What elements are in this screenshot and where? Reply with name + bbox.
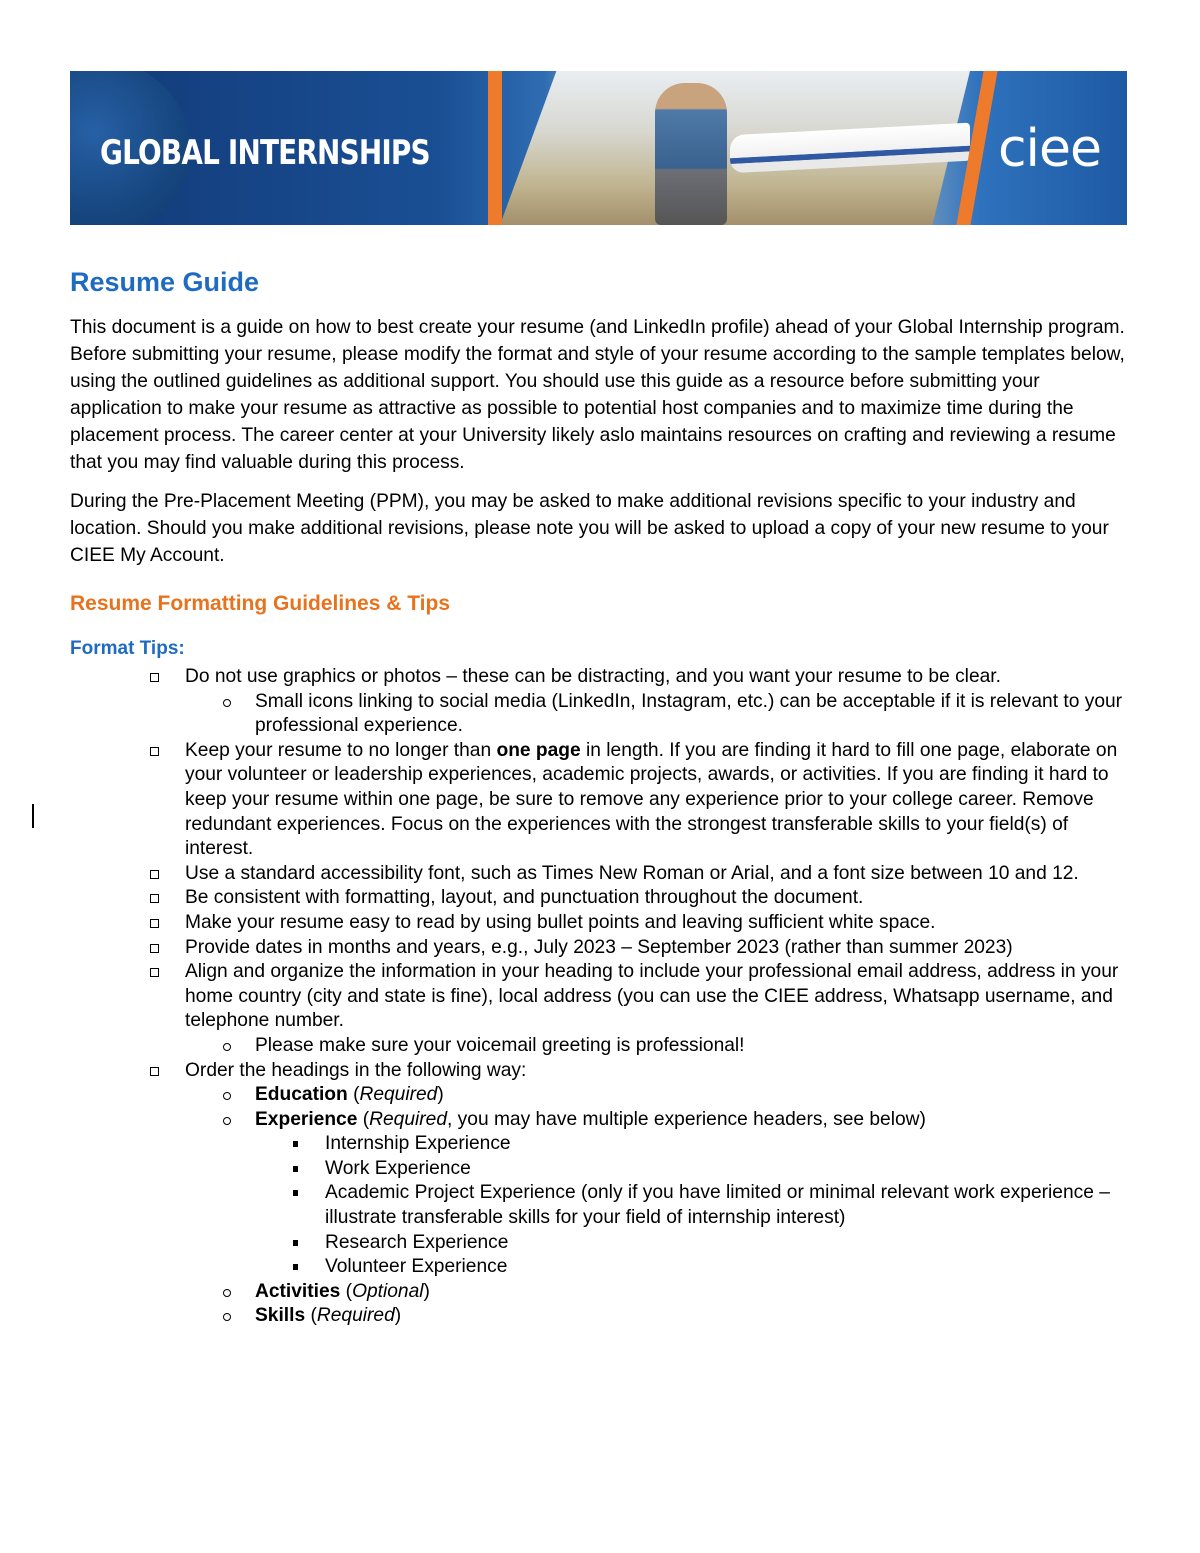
experience-type: Volunteer Experience xyxy=(325,1256,508,1278)
tip-text: Use a standard accessibility font, such as Times New Roman or Arial, and a font size between 10 and 12. xyxy=(185,862,1079,884)
paren: ( xyxy=(305,1305,317,1327)
paren: ( xyxy=(340,1280,353,1302)
square-bullet-icon xyxy=(293,1190,298,1196)
circle-bullet-icon xyxy=(223,1043,231,1051)
circle-bullet-icon xyxy=(223,1289,231,1297)
circle-bullet-icon xyxy=(223,699,231,707)
list-item xyxy=(185,1083,1132,1108)
document-body xyxy=(70,262,1132,1329)
list-item xyxy=(185,1108,1132,1280)
list-item xyxy=(70,739,1132,862)
list-item xyxy=(70,886,1132,911)
circle-bullet-icon xyxy=(223,1117,231,1125)
heading-label: Experience xyxy=(255,1108,358,1130)
intro-paragraph: This document is a guide on how to best create your resume (and LinkedIn profile) ahead of your Global Internship program. Before submitting your resume, please modify the format and style of your resume according to the sample templates below, using the outlined guidelines as additional support. You should use this guide as a resource before submitting your application to make your resume as attractive as possible to potential host companies and to maximize time during the placement process. The career center at your University likely aslo maintains resources on crafting and reviewing a resume that you may find valuable during this process. xyxy=(70,317,1125,473)
traveler-graphic xyxy=(655,83,727,225)
experience-type: Academic Project Experience (only if you have limited or minimal relevant work experience – illustrate transferable skills for your field of internship interest) xyxy=(325,1182,1110,1229)
checkbox-bullet-icon xyxy=(150,919,159,928)
heading-label: Education xyxy=(255,1084,348,1106)
checkbox-bullet-icon xyxy=(150,1067,159,1076)
change-bar xyxy=(32,804,34,828)
list-item xyxy=(185,690,1132,739)
square-bullet-icon xyxy=(293,1166,298,1172)
checkbox-bullet-icon xyxy=(150,894,159,903)
paren: ) xyxy=(437,1084,444,1106)
tip-text: Order the headings in the following way: xyxy=(185,1059,527,1081)
experience-type: Research Experience xyxy=(325,1231,509,1253)
tip-text: in length. If you are finding it hard to fill one page, elaborate on your volunteer or leadership experiences, academic projects, awards, or activities. If you are finding it hard to keep your resume within one page, be sure to remove any experience prior to your college career. Remove redundant experiences. Focus on the experiences with the strongest transferable skills to your field(s) of interest. xyxy=(185,739,1118,860)
list-item xyxy=(70,862,1132,887)
paren: ( xyxy=(357,1108,370,1130)
tip-text: Keep your resume to no longer than xyxy=(185,739,497,761)
heading-label: Activities xyxy=(255,1280,341,1302)
square-bullet-icon xyxy=(293,1141,298,1147)
square-bullet-icon xyxy=(293,1264,298,1270)
checkbox-bullet-icon xyxy=(150,870,159,879)
list-item xyxy=(70,665,1132,739)
list-item xyxy=(255,1157,1132,1182)
list-item xyxy=(70,911,1132,936)
tip-emphasis: one page xyxy=(496,739,581,761)
list-item xyxy=(70,960,1132,1058)
tip-text: Provide dates in months and years, e.g., July 2023 – September 2023 (rather than summer 2023) xyxy=(185,936,1013,958)
tip-subtext: Small icons linking to social media (LinkedIn, Instagram, etc.) can be acceptable if it is relevant to your professional experience. xyxy=(255,690,1123,737)
checkbox-bullet-icon xyxy=(150,968,159,977)
list-item xyxy=(185,1280,1132,1305)
list-item xyxy=(255,1181,1132,1230)
list-item xyxy=(70,1059,1132,1330)
list-item xyxy=(185,1304,1132,1329)
section-heading: Resume Formatting Guidelines & Tips xyxy=(70,592,451,615)
page-title: Resume Guide xyxy=(70,267,260,297)
checkbox-bullet-icon xyxy=(150,747,159,756)
banner-stripe xyxy=(488,71,502,225)
paren: ( xyxy=(347,1084,360,1106)
square-bullet-icon xyxy=(293,1240,298,1246)
paren: ) xyxy=(394,1305,402,1327)
tip-text: Align and organize the information in your heading to include your professional email address, address in your home country (city and state is fine), local address (you can use the CIEE address, Whatsapp username, and telephone number. xyxy=(185,961,1119,1032)
paren: ) xyxy=(423,1280,430,1302)
circle-bullet-icon xyxy=(223,1313,231,1321)
list-item xyxy=(255,1132,1132,1157)
tip-text: Make your resume easy to read by using bullet points and leaving sufficient white space. xyxy=(185,911,936,933)
heading-note: Required xyxy=(369,1108,448,1130)
ciee-logo: ciee xyxy=(997,119,1101,179)
header-banner xyxy=(70,71,1127,225)
heading-note: Required xyxy=(359,1084,438,1106)
format-tips-list xyxy=(70,665,1132,1329)
list-item xyxy=(185,1034,1132,1059)
heading-note: Optional xyxy=(352,1280,424,1302)
heading-note-tail: , you may have multiple experience headers, see below) xyxy=(447,1108,926,1130)
experience-type: Work Experience xyxy=(325,1157,471,1179)
checkbox-bullet-icon xyxy=(150,673,159,682)
heading-label: Skills xyxy=(255,1305,306,1327)
experience-type: Internship Experience xyxy=(325,1133,511,1155)
list-item xyxy=(255,1231,1132,1256)
subsection-heading: Format Tips: xyxy=(70,638,185,659)
tip-subtext: Please make sure your voicemail greeting is professional! xyxy=(255,1034,745,1056)
heading-note: Required xyxy=(316,1305,395,1327)
list-item xyxy=(255,1255,1132,1280)
tip-text: Do not use graphics or photos – these can be distracting, and you want your resume to be clear. xyxy=(185,666,1001,687)
circle-bullet-icon xyxy=(223,1092,231,1100)
checkbox-bullet-icon xyxy=(150,944,159,953)
list-item xyxy=(70,936,1132,961)
tip-text: Be consistent with formatting, layout, and punctuation throughout the document. xyxy=(185,887,864,909)
ppm-paragraph: During the Pre-Placement Meeting (PPM), you may be asked to make additional revisions specific to your industry and location. Should you make additional revisions, please note you will be asked to upload a copy of your new resume to your CIEE My Account. xyxy=(70,491,1109,566)
banner-title: GLOBAL INTERNSHIPS xyxy=(100,133,430,173)
